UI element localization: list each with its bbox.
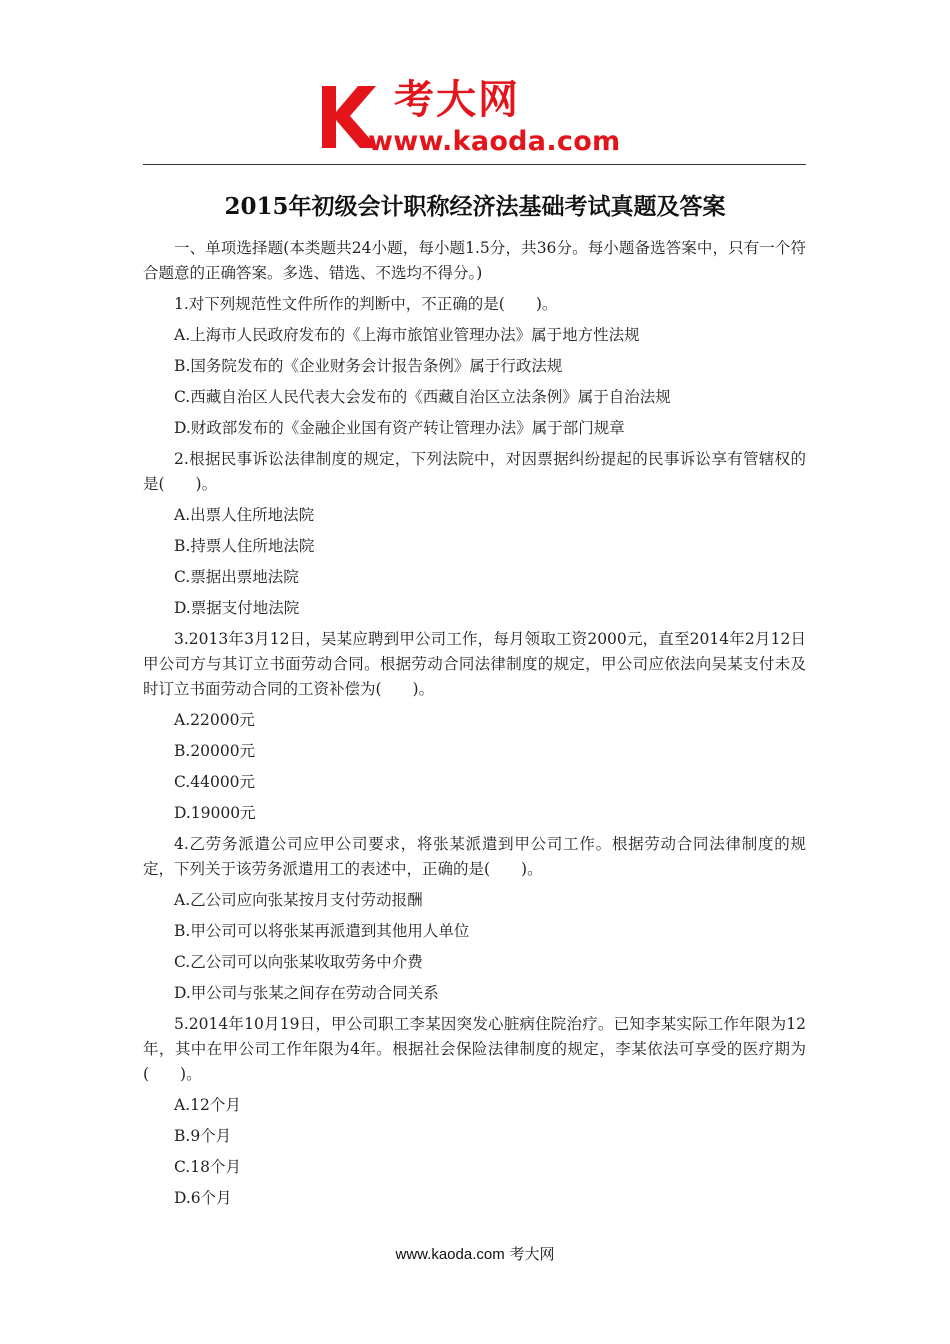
- document-title: 2015年初级会计职称经济法基础考试真题及答案: [224, 193, 726, 220]
- paragraph: A.乙公司应向张某按月支付劳动报酬: [174, 891, 423, 909]
- paragraph: C.乙公司可以向张某收取劳务中介费: [174, 953, 423, 971]
- paragraph: 1.对下列规范性文件所作的判断中，不正确的是( )。: [174, 295, 558, 313]
- paragraph: B.20000元: [174, 742, 256, 760]
- paragraph: C.44000元: [174, 773, 256, 791]
- paragraph: 5.2014年10月19日，甲公司职工李某因突发心脏病住院治疗。已知李某实际工作年限为12年，其中在甲公司工作年限为4年。根据社会保险法律制度的规定，李某依法可享受的医疗期为( )。: [143, 1015, 806, 1083]
- paragraph: C.票据出票地法院: [174, 568, 299, 586]
- paragraph: C.西藏自治区人民代表大会发布的《西藏自治区立法条例》属于自治法规: [174, 388, 671, 406]
- paragraph: A.22000元: [174, 711, 255, 729]
- paragraph: 4.乙劳务派遣公司应甲公司要求，将张某派遣到甲公司工作。根据劳动合同法律制度的规定，下列关于该劳务派遣用工的表述中，正确的是( )。: [143, 835, 806, 878]
- footer-site-name: 考大网: [509, 1245, 555, 1263]
- logo-brand-name: 考大网: [394, 77, 520, 123]
- paragraph: A.12个月: [174, 1096, 241, 1114]
- paragraph: D.票据支付地法院: [174, 599, 300, 617]
- paragraph: B.国务院发布的《企业财务会计报告条例》属于行政法规: [174, 357, 563, 375]
- paragraph: D.财政部发布的《金融企业国有资产转让管理办法》属于部门规章: [174, 419, 625, 437]
- paragraph: D.6个月: [174, 1189, 232, 1207]
- page-footer: [0, 1244, 950, 1265]
- paragraph: B.甲公司可以将张某再派遣到其他用人单位: [174, 922, 470, 940]
- document-body: [143, 236, 806, 1217]
- paragraph: C.18个月: [174, 1158, 241, 1176]
- paragraph: B.9个月: [174, 1127, 232, 1145]
- footer-url: www.kaoda.com: [395, 1246, 505, 1263]
- paragraph: D.19000元: [174, 804, 256, 822]
- logo-brand-url: www.kaoda.com: [368, 126, 621, 157]
- paragraph: A.出票人住所地法院: [174, 506, 315, 524]
- paragraph: 2.根据民事诉讼法律制度的规定，下列法院中，对因票据纠纷提起的民事诉讼享有管辖权的是( )。: [143, 450, 806, 493]
- paragraph: B.持票人住所地法院: [174, 537, 315, 555]
- header-divider: [143, 164, 806, 165]
- paragraph: 一、单项选择题(本类题共24小题，每小题1.5分，共36分。每小题备选答案中，只有一个符合题意的正确答案。多选、错选、不选均不得分。): [143, 239, 806, 282]
- paragraph: 3.2013年3月12日，吴某应聘到甲公司工作，每月领取工资2000元，直至2014年2月12日甲公司方与其订立书面劳动合同。根据劳动合同法律制度的规定，甲公司应依法向吴某支付未及时订立书面劳动合同的工资补偿为( )。: [143, 630, 806, 698]
- paragraph: D.甲公司与张某之间存在劳动合同关系: [174, 984, 439, 1002]
- kaoda-logo: [318, 77, 638, 160]
- paragraph: A.上海市人民政府发布的《上海市旅馆业管理办法》属于地方性法规: [174, 326, 640, 344]
